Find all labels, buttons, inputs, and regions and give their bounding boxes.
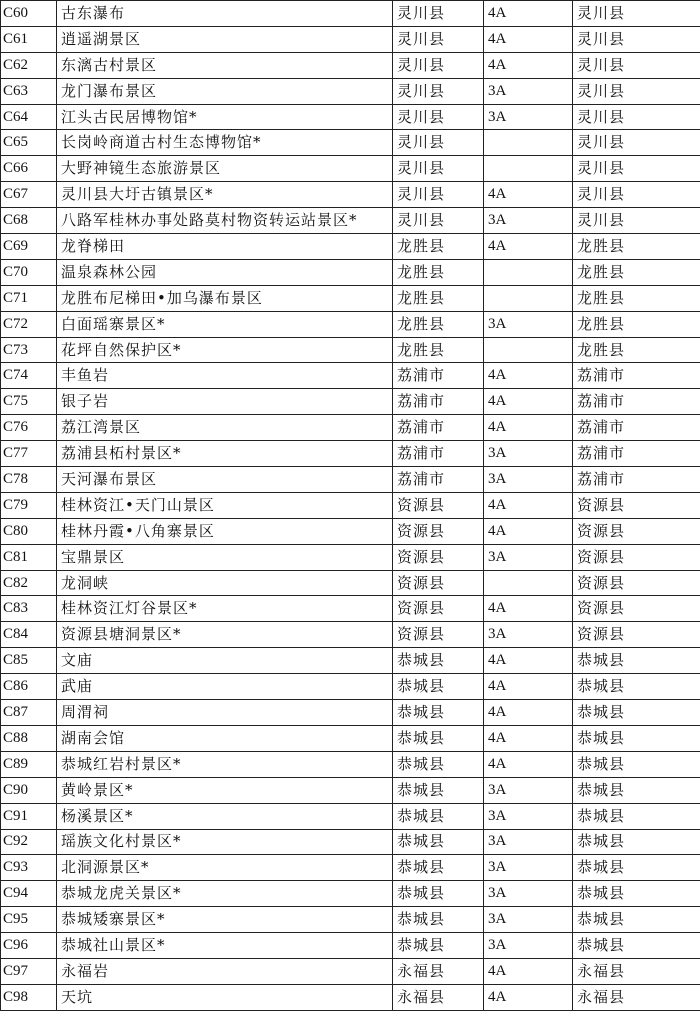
row-code: C66 [1, 156, 57, 182]
row-location: 荔浦市 [573, 467, 700, 493]
row-level [484, 156, 573, 182]
row-level: 4A [484, 234, 573, 260]
row-code: C72 [1, 311, 57, 337]
row-county: 灵川县 [393, 26, 484, 52]
row-county: 龙胜县 [393, 311, 484, 337]
row-level: 3A [484, 441, 573, 467]
row-level: 3A [484, 622, 573, 648]
row-county: 恭城县 [393, 829, 484, 855]
row-code: C95 [1, 907, 57, 933]
row-level: 4A [484, 26, 573, 52]
row-location: 龙胜县 [573, 311, 700, 337]
table-row [1, 803, 700, 829]
row-location: 资源县 [573, 492, 700, 518]
row-name: 古东瀑布 [57, 1, 393, 27]
row-code: C87 [1, 700, 57, 726]
row-level: 3A [484, 881, 573, 907]
row-county: 恭城县 [393, 725, 484, 751]
row-county: 龙胜县 [393, 285, 484, 311]
row-name: 江头古民居博物馆* [57, 104, 393, 130]
row-level: 4A [484, 52, 573, 78]
row-location: 龙胜县 [573, 337, 700, 363]
row-level [484, 285, 573, 311]
row-level: 3A [484, 78, 573, 104]
row-name: 银子岩 [57, 389, 393, 415]
row-level: 4A [484, 1, 573, 27]
table-row [1, 725, 700, 751]
table-row [1, 259, 700, 285]
row-code: C77 [1, 441, 57, 467]
row-name: 天河瀑布景区 [57, 467, 393, 493]
row-county: 恭城县 [393, 855, 484, 881]
row-county: 恭城县 [393, 674, 484, 700]
row-name: 荔江湾景区 [57, 415, 393, 441]
row-level [484, 130, 573, 156]
row-county: 龙胜县 [393, 259, 484, 285]
row-name: 恭城龙虎关景区* [57, 881, 393, 907]
row-level: 4A [484, 725, 573, 751]
table-row [1, 777, 700, 803]
row-county: 恭城县 [393, 648, 484, 674]
row-county: 恭城县 [393, 751, 484, 777]
row-location: 永福县 [573, 958, 700, 984]
row-location: 龙胜县 [573, 259, 700, 285]
row-code: C94 [1, 881, 57, 907]
table-row [1, 467, 700, 493]
row-name: 恭城矮寨景区* [57, 907, 393, 933]
row-county: 永福县 [393, 958, 484, 984]
row-code: C90 [1, 777, 57, 803]
table-row [1, 78, 700, 104]
row-county: 灵川县 [393, 52, 484, 78]
table-row [1, 674, 700, 700]
row-county: 资源县 [393, 570, 484, 596]
row-code: C98 [1, 984, 57, 1010]
row-code: C82 [1, 570, 57, 596]
row-name: 湖南会馆 [57, 725, 393, 751]
table-row [1, 363, 700, 389]
row-level: 4A [484, 518, 573, 544]
row-county: 恭城县 [393, 803, 484, 829]
row-county: 龙胜县 [393, 337, 484, 363]
table-row [1, 881, 700, 907]
row-code: C79 [1, 492, 57, 518]
table-row [1, 1, 700, 27]
row-name: 长岗岭商道古村生态博物馆* [57, 130, 393, 156]
row-county: 恭城县 [393, 933, 484, 959]
row-level: 3A [484, 933, 573, 959]
row-location: 恭城县 [573, 725, 700, 751]
row-location: 永福县 [573, 984, 700, 1010]
row-code: C70 [1, 259, 57, 285]
row-code: C89 [1, 751, 57, 777]
row-name: 桂林资江灯谷景区* [57, 596, 393, 622]
table-row [1, 622, 700, 648]
row-level [484, 570, 573, 596]
row-name: 恭城社山景区* [57, 933, 393, 959]
row-code: C74 [1, 363, 57, 389]
row-name: 龙门瀑布景区 [57, 78, 393, 104]
row-level: 4A [484, 363, 573, 389]
row-location: 灵川县 [573, 26, 700, 52]
row-name: 宝鼎景区 [57, 544, 393, 570]
row-name: 白面瑶寨景区* [57, 311, 393, 337]
row-county: 恭城县 [393, 881, 484, 907]
row-code: C69 [1, 234, 57, 260]
row-level: 3A [484, 777, 573, 803]
table-row [1, 518, 700, 544]
table-row [1, 700, 700, 726]
row-location: 恭城县 [573, 829, 700, 855]
row-code: C61 [1, 26, 57, 52]
table-row [1, 311, 700, 337]
row-location: 资源县 [573, 570, 700, 596]
row-location: 恭城县 [573, 855, 700, 881]
row-level: 4A [484, 674, 573, 700]
row-level: 4A [484, 389, 573, 415]
row-location: 恭城县 [573, 700, 700, 726]
row-location: 恭城县 [573, 777, 700, 803]
table-row [1, 855, 700, 881]
row-name: 龙洞峡 [57, 570, 393, 596]
row-location: 灵川县 [573, 52, 700, 78]
row-location: 恭城县 [573, 751, 700, 777]
table-row [1, 337, 700, 363]
row-level: 3A [484, 907, 573, 933]
row-level: 4A [484, 751, 573, 777]
row-code: C76 [1, 415, 57, 441]
row-level: 3A [484, 544, 573, 570]
table-row [1, 208, 700, 234]
row-county: 灵川县 [393, 130, 484, 156]
row-code: C93 [1, 855, 57, 881]
row-code: C60 [1, 1, 57, 27]
table-body [1, 1, 700, 1011]
row-location: 灵川县 [573, 78, 700, 104]
row-code: C96 [1, 933, 57, 959]
row-county: 资源县 [393, 518, 484, 544]
row-name: 荔浦县柘村景区* [57, 441, 393, 467]
row-code: C68 [1, 208, 57, 234]
table-row [1, 441, 700, 467]
table-row [1, 26, 700, 52]
table-row [1, 984, 700, 1010]
row-level: 4A [484, 700, 573, 726]
row-code: C65 [1, 130, 57, 156]
row-location: 灵川县 [573, 130, 700, 156]
row-county: 恭城县 [393, 700, 484, 726]
table-row [1, 570, 700, 596]
row-level: 4A [484, 984, 573, 1010]
row-location: 资源县 [573, 518, 700, 544]
row-code: C97 [1, 958, 57, 984]
row-level: 4A [484, 182, 573, 208]
row-level: 3A [484, 855, 573, 881]
row-level: 4A [484, 958, 573, 984]
row-name: 文庙 [57, 648, 393, 674]
row-level: 3A [484, 104, 573, 130]
row-location: 灵川县 [573, 182, 700, 208]
table-row [1, 751, 700, 777]
row-level: 3A [484, 208, 573, 234]
table-row [1, 234, 700, 260]
row-name: 永福岩 [57, 958, 393, 984]
row-location: 恭城县 [573, 803, 700, 829]
row-name: 黄岭景区* [57, 777, 393, 803]
row-location: 荔浦市 [573, 389, 700, 415]
table-row [1, 648, 700, 674]
row-level: 3A [484, 829, 573, 855]
row-code: C92 [1, 829, 57, 855]
row-location: 龙胜县 [573, 234, 700, 260]
row-county: 荔浦市 [393, 467, 484, 493]
row-code: C78 [1, 467, 57, 493]
table-row [1, 130, 700, 156]
row-name: 杨溪景区* [57, 803, 393, 829]
row-code: C85 [1, 648, 57, 674]
row-code: C64 [1, 104, 57, 130]
row-name: 东漓古村景区 [57, 52, 393, 78]
table-row [1, 52, 700, 78]
row-name: 逍遥湖景区 [57, 26, 393, 52]
row-code: C83 [1, 596, 57, 622]
row-county: 灵川县 [393, 104, 484, 130]
row-county: 灵川县 [393, 208, 484, 234]
row-county: 荔浦市 [393, 415, 484, 441]
row-location: 恭城县 [573, 674, 700, 700]
row-name: 武庙 [57, 674, 393, 700]
row-code: C84 [1, 622, 57, 648]
row-name: 大野神镜生态旅游景区 [57, 156, 393, 182]
row-name: 丰鱼岩 [57, 363, 393, 389]
row-county: 荔浦市 [393, 441, 484, 467]
row-name: 花坪自然保护区* [57, 337, 393, 363]
row-location: 灵川县 [573, 1, 700, 27]
row-location: 恭城县 [573, 881, 700, 907]
row-location: 荔浦市 [573, 441, 700, 467]
row-code: C62 [1, 52, 57, 78]
table-row [1, 182, 700, 208]
row-location: 灵川县 [573, 156, 700, 182]
row-location: 恭城县 [573, 648, 700, 674]
table-row [1, 285, 700, 311]
row-name: 龙脊梯田 [57, 234, 393, 260]
row-name: 桂林资江•天门山景区 [57, 492, 393, 518]
table-row [1, 933, 700, 959]
row-code: C86 [1, 674, 57, 700]
row-level: 4A [484, 596, 573, 622]
table-row [1, 829, 700, 855]
row-code: C73 [1, 337, 57, 363]
row-location: 龙胜县 [573, 285, 700, 311]
table-row [1, 596, 700, 622]
row-level [484, 259, 573, 285]
row-location: 灵川县 [573, 208, 700, 234]
row-county: 资源县 [393, 596, 484, 622]
row-name: 灵川县大圩古镇景区* [57, 182, 393, 208]
table-row [1, 907, 700, 933]
row-county: 荔浦市 [393, 363, 484, 389]
row-name: 温泉森林公园 [57, 259, 393, 285]
row-code: C67 [1, 182, 57, 208]
row-code: C91 [1, 803, 57, 829]
row-location: 资源县 [573, 596, 700, 622]
row-name: 资源县塘洞景区* [57, 622, 393, 648]
table-row [1, 958, 700, 984]
row-county: 灵川县 [393, 1, 484, 27]
row-county: 恭城县 [393, 907, 484, 933]
row-location: 恭城县 [573, 933, 700, 959]
row-name: 瑶族文化村景区* [57, 829, 393, 855]
table-row [1, 492, 700, 518]
row-name: 八路军桂林办事处路莫村物资转运站景区* [57, 208, 393, 234]
row-county: 资源县 [393, 544, 484, 570]
row-name: 龙胜布尼梯田•加乌瀑布景区 [57, 285, 393, 311]
row-level: 3A [484, 803, 573, 829]
table-row [1, 544, 700, 570]
row-code: C63 [1, 78, 57, 104]
row-county: 龙胜县 [393, 234, 484, 260]
row-county: 资源县 [393, 492, 484, 518]
row-name: 桂林丹霞•八角寨景区 [57, 518, 393, 544]
row-code: C75 [1, 389, 57, 415]
row-county: 灵川县 [393, 156, 484, 182]
table-row [1, 104, 700, 130]
row-county: 灵川县 [393, 182, 484, 208]
row-location: 恭城县 [573, 907, 700, 933]
row-location: 灵川县 [573, 104, 700, 130]
row-location: 荔浦市 [573, 363, 700, 389]
table-row [1, 156, 700, 182]
row-code: C88 [1, 725, 57, 751]
row-county: 灵川县 [393, 78, 484, 104]
row-county: 荔浦市 [393, 389, 484, 415]
row-county: 资源县 [393, 622, 484, 648]
table-row [1, 415, 700, 441]
table-row [1, 389, 700, 415]
row-location: 荔浦市 [573, 415, 700, 441]
row-level: 3A [484, 311, 573, 337]
row-code: C81 [1, 544, 57, 570]
row-location: 资源县 [573, 622, 700, 648]
row-name: 恭城红岩村景区* [57, 751, 393, 777]
row-name: 北洞源景区* [57, 855, 393, 881]
row-code: C71 [1, 285, 57, 311]
row-location: 资源县 [573, 544, 700, 570]
row-code: C80 [1, 518, 57, 544]
row-level [484, 337, 573, 363]
row-level: 3A [484, 467, 573, 493]
row-county: 恭城县 [393, 777, 484, 803]
row-level: 4A [484, 415, 573, 441]
row-county: 永福县 [393, 984, 484, 1010]
row-name: 天坑 [57, 984, 393, 1010]
row-level: 4A [484, 492, 573, 518]
row-level: 4A [484, 648, 573, 674]
row-name: 周渭祠 [57, 700, 393, 726]
